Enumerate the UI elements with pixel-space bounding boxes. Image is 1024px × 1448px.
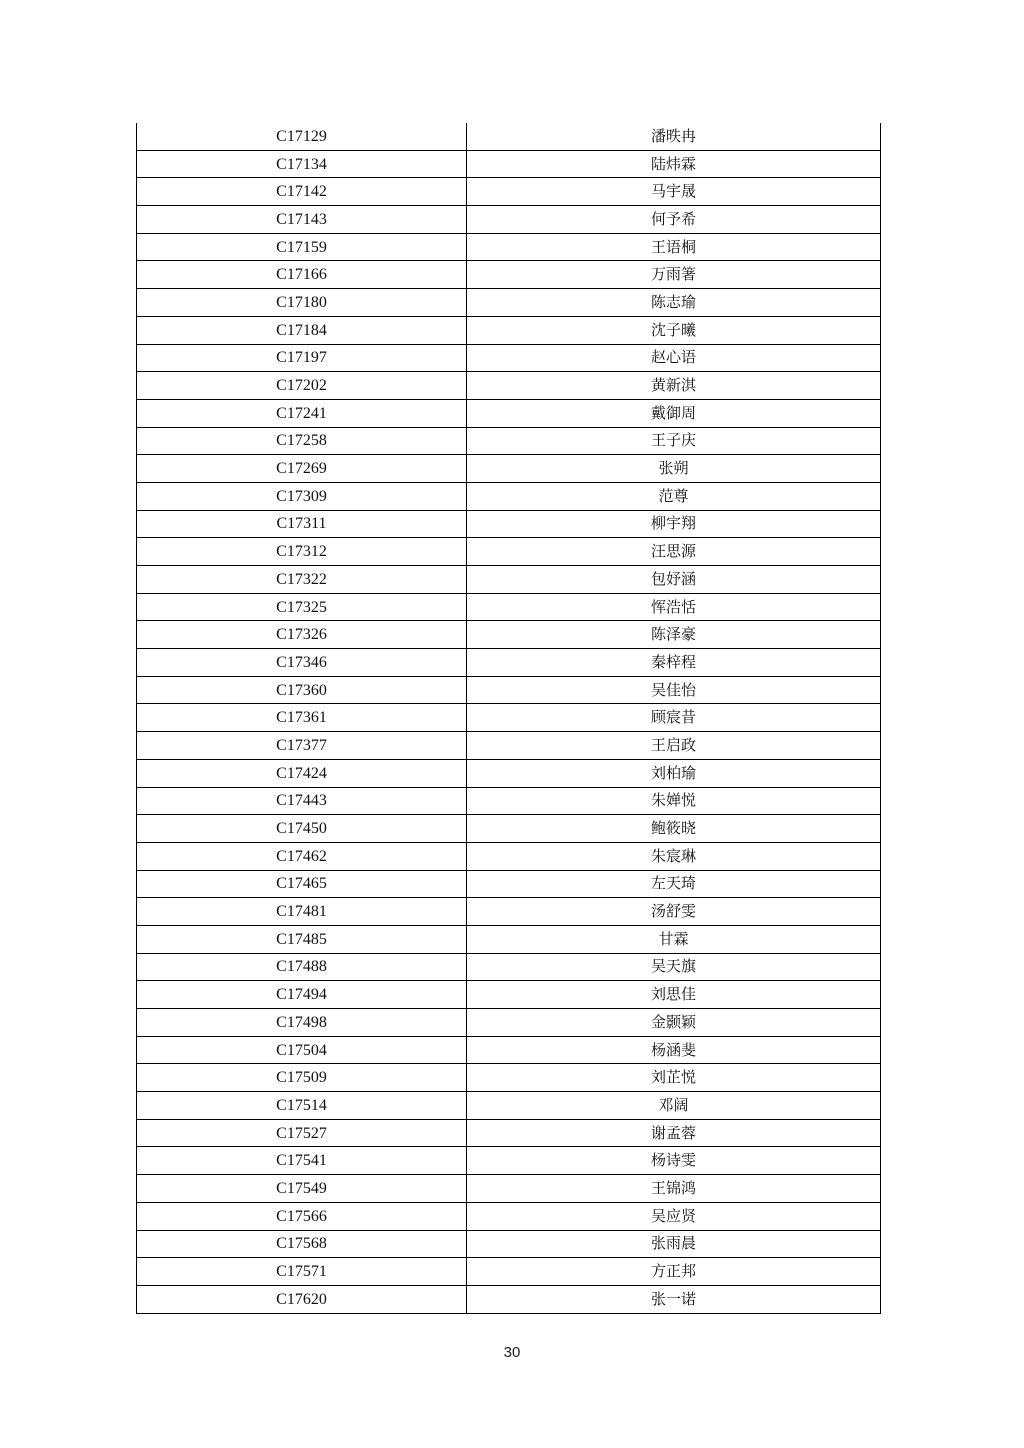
table-row [137,372,881,400]
table-row [137,178,881,206]
candidate-id-cell: C17527 [137,1119,467,1147]
candidate-name-cell: 万雨箸 [467,261,881,289]
candidate-id-cell: C17443 [137,787,467,815]
candidate-name-cell: 陈志瑜 [467,289,881,317]
table-row [137,1009,881,1037]
table-row [137,593,881,621]
roster-table-body [137,123,881,1313]
candidate-id-cell: C17142 [137,178,467,206]
candidate-id-cell: C17159 [137,233,467,261]
table-row [137,1202,881,1230]
candidate-id-cell: C17143 [137,206,467,234]
candidate-name-cell: 汪思源 [467,538,881,566]
candidate-name-cell: 顾宸昔 [467,704,881,732]
candidate-name-cell: 陆炜霖 [467,150,881,178]
candidate-name-cell: 朱宸琳 [467,842,881,870]
candidate-id-cell: C17311 [137,510,467,538]
candidate-id-cell: C17312 [137,538,467,566]
candidate-id-cell: C17541 [137,1147,467,1175]
candidate-name-cell: 张雨晨 [467,1230,881,1258]
candidate-name-cell: 范尊 [467,482,881,510]
candidate-id-cell: C17134 [137,150,467,178]
table-row [137,1175,881,1203]
candidate-id-cell: C17549 [137,1175,467,1203]
candidate-id-cell: C17309 [137,482,467,510]
candidate-name-cell: 左天琦 [467,870,881,898]
table-row [137,759,881,787]
candidate-name-cell: 汤舒雯 [467,898,881,926]
candidate-id-cell: C17498 [137,1009,467,1037]
candidate-id-cell: C17241 [137,399,467,427]
candidate-id-cell: C17180 [137,289,467,317]
table-row [137,206,881,234]
candidate-id-cell: C17197 [137,344,467,372]
candidate-id-cell: C17258 [137,427,467,455]
candidate-name-cell: 潘昳冉 [467,123,881,150]
candidate-name-cell: 杨涵斐 [467,1036,881,1064]
candidate-id-cell: C17450 [137,815,467,843]
candidate-id-cell: C17166 [137,261,467,289]
candidate-name-cell: 谢孟蓉 [467,1119,881,1147]
candidate-id-cell: C17326 [137,621,467,649]
candidate-id-cell: C17424 [137,759,467,787]
candidate-id-cell: C17620 [137,1285,467,1313]
candidate-name-cell: 王锦鸿 [467,1175,881,1203]
candidate-name-cell: 金颢颖 [467,1009,881,1037]
table-row [137,455,881,483]
table-row [137,482,881,510]
candidate-id-cell: C17462 [137,842,467,870]
candidate-name-cell: 沈子曦 [467,316,881,344]
table-row [137,1119,881,1147]
table-row [137,1092,881,1120]
candidate-name-cell: 刘芷悦 [467,1064,881,1092]
table-row [137,1230,881,1258]
candidate-name-cell: 马宇晟 [467,178,881,206]
table-row [137,732,881,760]
candidate-id-cell: C17514 [137,1092,467,1120]
candidate-name-cell: 戴御周 [467,399,881,427]
table-row [137,787,881,815]
candidate-id-cell: C17494 [137,981,467,1009]
candidate-name-cell: 方正邦 [467,1258,881,1286]
candidate-id-cell: C17322 [137,566,467,594]
candidate-name-cell: 何予希 [467,206,881,234]
candidate-name-cell: 杨诗雯 [467,1147,881,1175]
candidate-name-cell: 邓阔 [467,1092,881,1120]
table-row [137,953,881,981]
table-row [137,1147,881,1175]
candidate-name-cell: 陈泽豪 [467,621,881,649]
candidate-name-cell: 吴佳怡 [467,676,881,704]
candidate-name-cell: 王启政 [467,732,881,760]
table-row [137,399,881,427]
table-row [137,925,881,953]
candidate-name-cell: 秦梓程 [467,649,881,677]
table-row [137,1064,881,1092]
table-row [137,870,881,898]
candidate-id-cell: C17504 [137,1036,467,1064]
candidate-id-cell: C17346 [137,649,467,677]
table-row [137,538,881,566]
candidate-id-cell: C17488 [137,953,467,981]
candidate-name-cell: 张朔 [467,455,881,483]
roster-table [136,123,881,1314]
table-row [137,898,881,926]
table-row [137,1036,881,1064]
candidate-id-cell: C17465 [137,870,467,898]
table-row [137,566,881,594]
candidate-name-cell: 王子庆 [467,427,881,455]
table-row [137,981,881,1009]
candidate-id-cell: C17377 [137,732,467,760]
candidate-name-cell: 吴天旗 [467,953,881,981]
candidate-id-cell: C17184 [137,316,467,344]
table-row [137,510,881,538]
table-row [137,344,881,372]
candidate-id-cell: C17360 [137,676,467,704]
candidate-name-cell: 赵心语 [467,344,881,372]
table-row [137,123,881,150]
table-row [137,233,881,261]
table-row [137,316,881,344]
candidate-id-cell: C17566 [137,1202,467,1230]
candidate-name-cell: 刘思佳 [467,981,881,1009]
page-number: 30 [503,1344,521,1361]
table-row [137,649,881,677]
table-row [137,261,881,289]
candidate-name-cell: 朱婵悦 [467,787,881,815]
candidate-name-cell: 张一诺 [467,1285,881,1313]
candidate-id-cell: C17481 [137,898,467,926]
table-row [137,289,881,317]
table-row [137,621,881,649]
candidate-id-cell: C17202 [137,372,467,400]
candidate-id-cell: C17571 [137,1258,467,1286]
candidate-name-cell: 吴应贤 [467,1202,881,1230]
candidate-name-cell: 包妤涵 [467,566,881,594]
candidate-name-cell: 恽浩恬 [467,593,881,621]
table-row [137,427,881,455]
table-row [137,676,881,704]
candidate-name-cell: 鲍筱晓 [467,815,881,843]
table-row [137,842,881,870]
candidate-id-cell: C17269 [137,455,467,483]
table-row [137,1285,881,1313]
table-row [137,1258,881,1286]
candidate-name-cell: 柳宇翔 [467,510,881,538]
table-row [137,150,881,178]
candidate-id-cell: C17568 [137,1230,467,1258]
table-row [137,815,881,843]
candidate-name-cell: 甘霖 [467,925,881,953]
candidate-name-cell: 王语桐 [467,233,881,261]
candidate-id-cell: C17325 [137,593,467,621]
table-row [137,704,881,732]
candidate-id-cell: C17361 [137,704,467,732]
candidate-id-cell: C17129 [137,123,467,150]
candidate-id-cell: C17485 [137,925,467,953]
candidate-id-cell: C17509 [137,1064,467,1092]
candidate-name-cell: 黄新淇 [467,372,881,400]
candidate-name-cell: 刘柏瑜 [467,759,881,787]
